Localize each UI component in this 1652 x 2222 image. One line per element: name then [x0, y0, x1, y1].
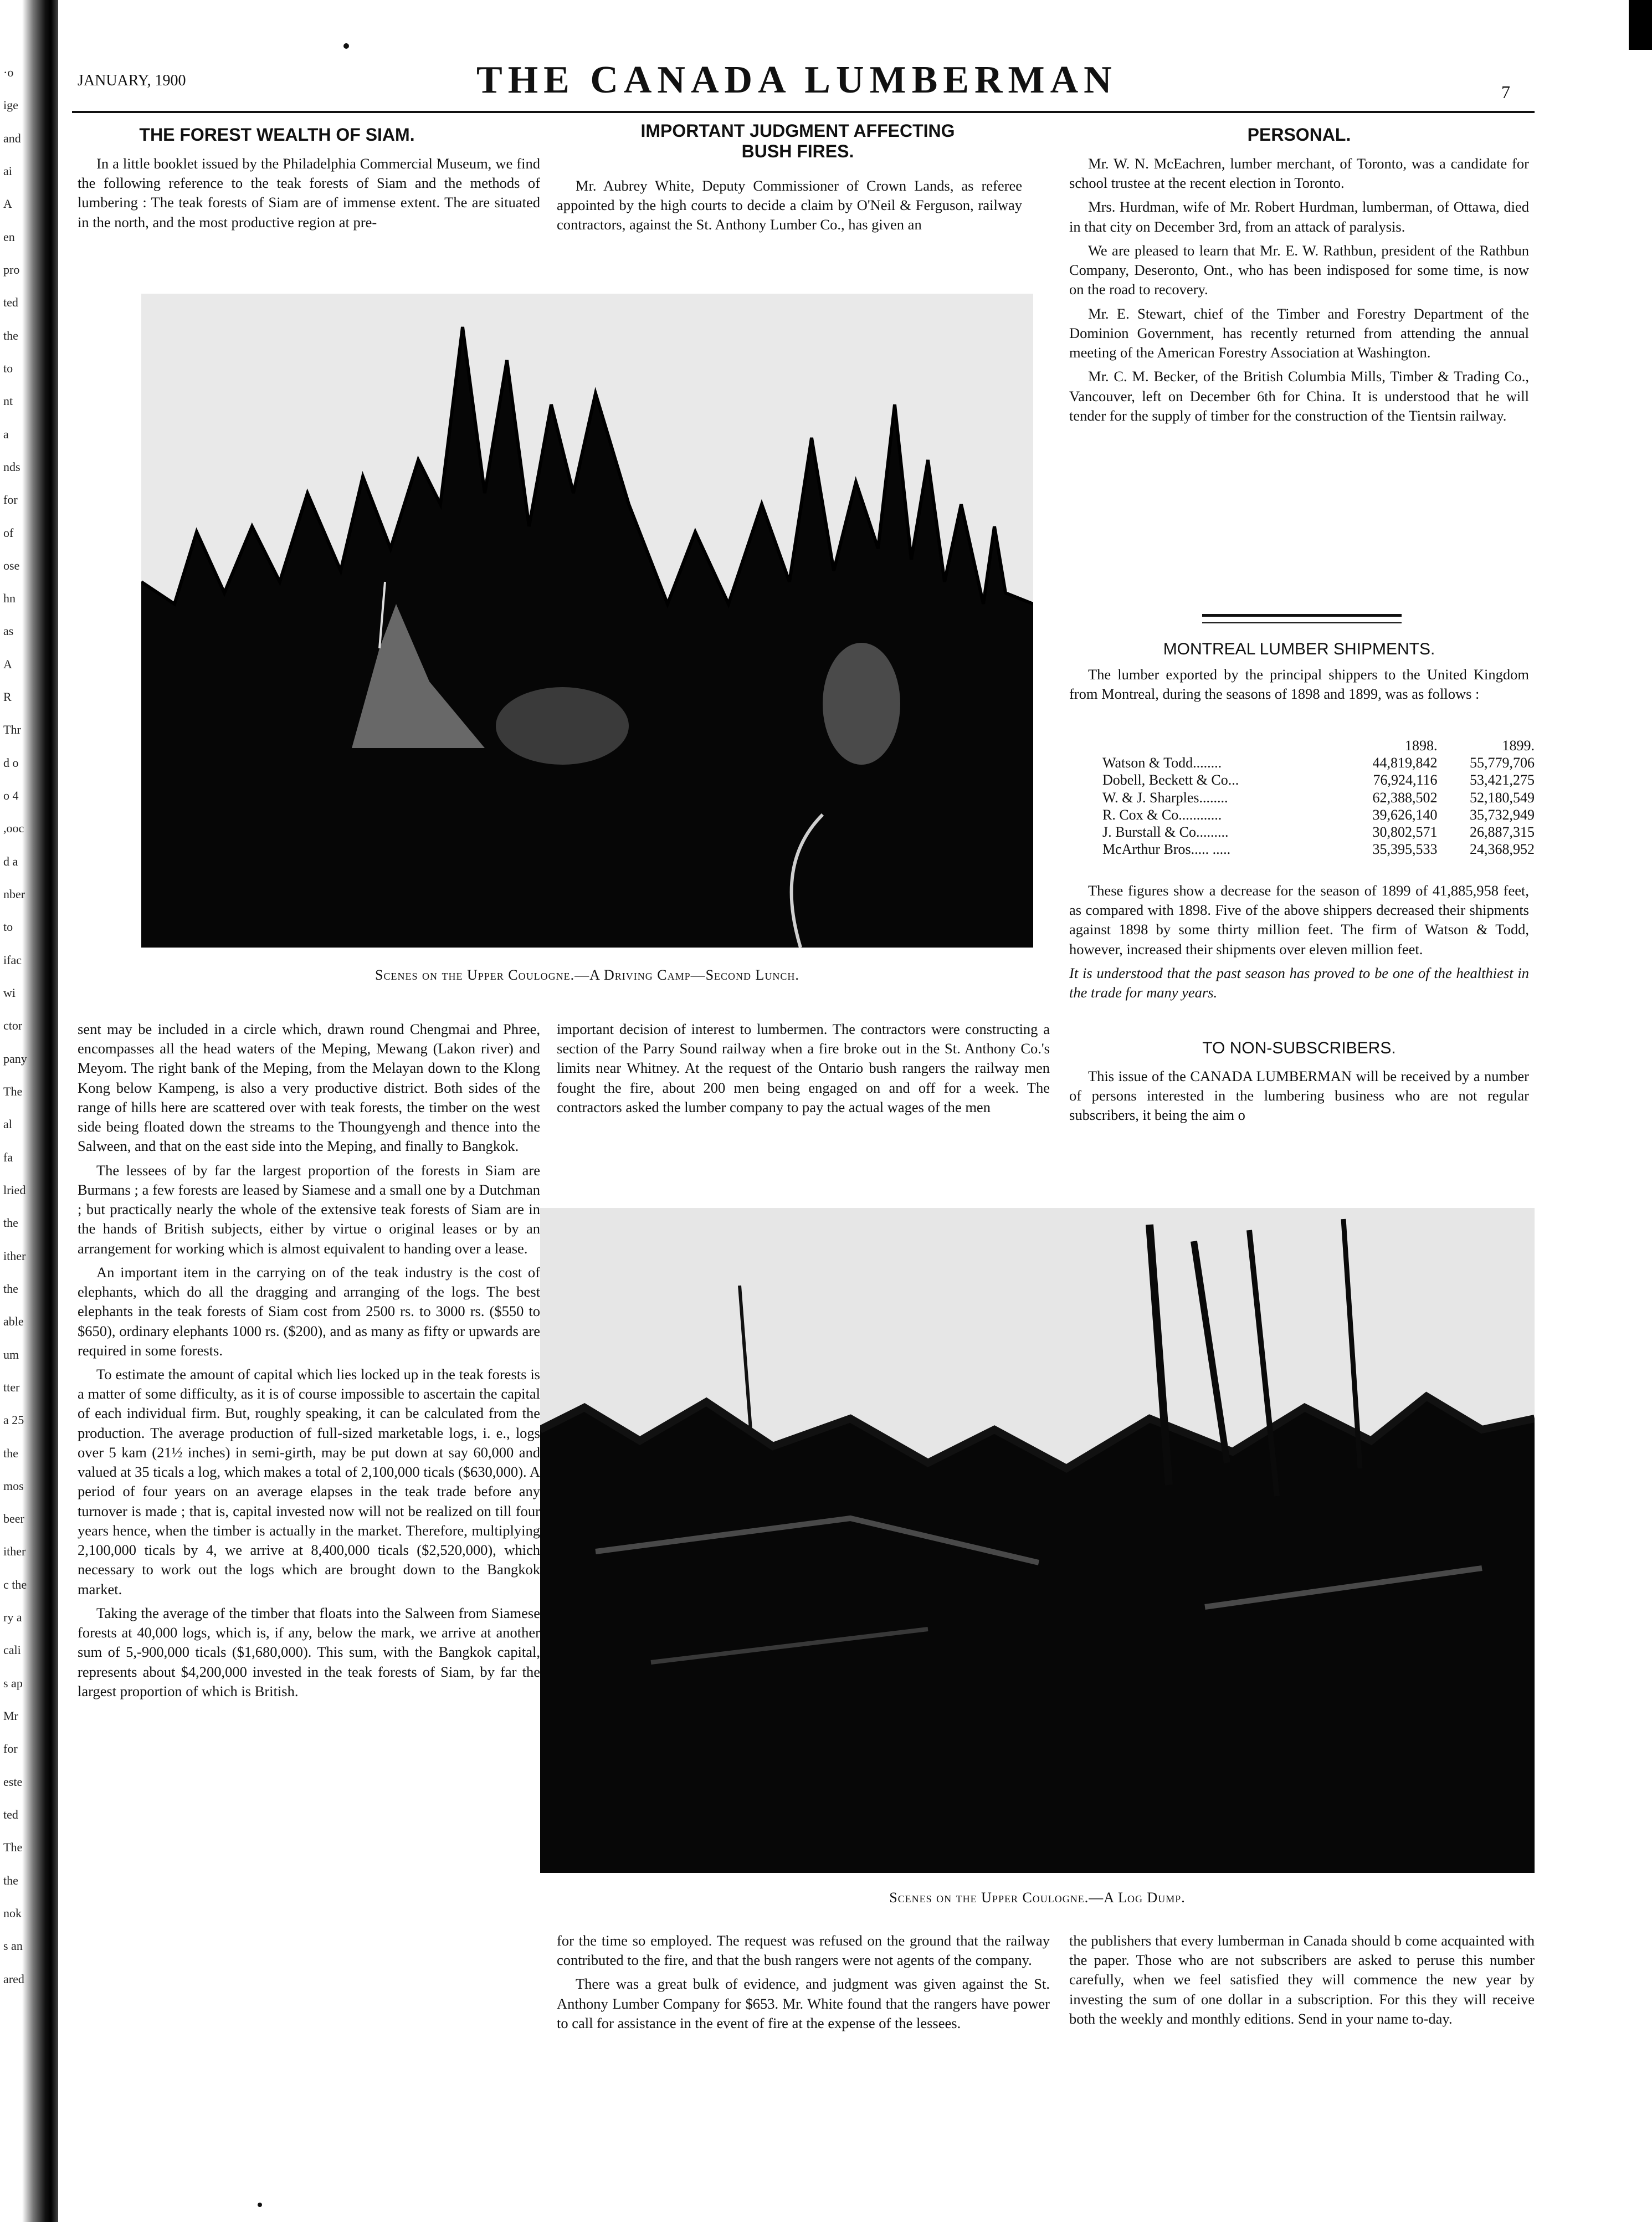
margin-fragment: o 4: [3, 789, 19, 803]
photo-log-dump: [540, 1208, 1535, 1873]
non-subscribers-p2: the publishers that every lumberman in Canada should b come acquainted with the paper. Those who are not subscribers are asked to peruse this number carefully, when we feel satisfied they will commence the new year by investing the sum of one dollar in a subscription. For this they will receive both the weekly and monthly editions. Send in your name to-day.: [1069, 1932, 1535, 2027]
margin-fragment: c the: [3, 1577, 27, 1591]
column-header-1899: 1899.: [1502, 738, 1535, 754]
table-cell-y1899: 52,180,549: [1470, 789, 1535, 806]
margin-fragment: R: [3, 690, 12, 704]
margin-fragment: for: [3, 493, 18, 507]
margin-fragment: a: [3, 427, 9, 441]
margin-fragment: d a: [3, 854, 18, 868]
margin-fragment: to: [3, 920, 13, 934]
table-cell-y1899: 55,779,706: [1470, 755, 1535, 771]
scan-edge-mark: [1629, 0, 1652, 50]
margin-fragment: ted: [3, 295, 18, 310]
margin-fragment: mos: [3, 1478, 24, 1493]
margin-fragment: en: [3, 229, 15, 244]
margin-fragment: ai: [3, 163, 12, 178]
margin-fragment: s ap: [3, 1676, 23, 1690]
table-cell-name: Watson & Todd........: [1102, 755, 1222, 771]
margin-fragment: the: [3, 1216, 18, 1230]
margin-fragment: the: [3, 1446, 18, 1460]
margin-fragment: hn: [3, 591, 16, 606]
table-cell-name: J. Burstall & Co.........: [1102, 823, 1229, 840]
judgment-heading: IMPORTANT JUDGMENT AFFECTING BUSH FIRES.: [640, 121, 955, 161]
personal-item: We are pleased to learn that Mr. E. W. Rathbun, president of the Rathbun Company, Deseronto, Ont., who has been indisposed for some time, is now on the road to recovery.: [1069, 242, 1529, 298]
photo-log-dump-caption: Scenes on the Upper Coulogne.—A Log Dump.: [889, 1890, 1186, 1906]
personal-item: Mrs. Hurdman, wife of Mr. Robert Hurdman, lumberman, of Ottawa, died in that city on December 3rd, from an attack of paralysis.: [1069, 198, 1529, 235]
margin-fragment: ctor: [3, 1018, 23, 1033]
margin-fragment: of: [3, 525, 14, 540]
table-cell-name: McArthur Bros..... .....: [1102, 841, 1231, 858]
margin-fragment: ither: [3, 1544, 26, 1559]
column-header-1898: 1898.: [1405, 738, 1438, 754]
personal-item: Mr. W. N. McEachren, lumber merchant, of Toronto, was a candidate for school trustee at the recent election in Toronto.: [1069, 155, 1529, 192]
table-cell-y1899: 26,887,315: [1470, 823, 1535, 840]
scan-speck: [258, 2203, 262, 2207]
margin-fragment: ted: [3, 1808, 18, 1822]
photo-driving-camp-caption: Scenes on the Upper Coulogne.—A Driving Camp—Second Lunch.: [375, 967, 799, 983]
table-cell-y1898: 35,395,533: [1372, 841, 1438, 858]
section-divider: [1202, 614, 1402, 623]
margin-fragment: d o: [3, 755, 19, 770]
margin-fragment: cali: [3, 1643, 21, 1657]
table-cell-y1898: 76,924,116: [1373, 772, 1438, 789]
shipments-heading: MONTREAL LUMBER SHIPMENTS.: [1163, 640, 1435, 658]
margin-fragment: este: [3, 1774, 23, 1789]
personal-item: Mr. C. M. Becker, of the British Columbia Mills, Timber & Trading Co., Vancouver, left on December 6th for China. It is understood that he will tender for the supply of timber for the construction of the Tientsin railway.: [1069, 368, 1529, 424]
margin-fragment: to: [3, 361, 13, 375]
table-cell-y1898: 62,388,502: [1372, 789, 1438, 806]
margin-fragment: the: [3, 1281, 18, 1296]
table-cell-y1899: 35,732,949: [1470, 806, 1535, 823]
margin-fragment: ·o: [3, 65, 14, 79]
shipments-table: [1102, 737, 1535, 858]
margin-fragment: nok: [3, 1906, 22, 1921]
margin-fragment: beer: [3, 1512, 24, 1526]
judgment-continued: important decision of interest to lumbermen. The contractors were constructing a section of the Parry Sound railway when a fire broke out in the St. Anthony Co.'s limits near Whitney. At the request of the Ontario bush rangers the railway men fought the fire, about 200 men being engaged on and off for a week. The contractors asked the lumber company to pay the actual wages of the men: [557, 1021, 1050, 1115]
photo-log-dump-image: [540, 1208, 1535, 1873]
table-row: [1102, 754, 1535, 771]
margin-fragment: um: [3, 1347, 19, 1361]
page-number: 7: [1501, 82, 1510, 102]
table-row: [1102, 806, 1535, 823]
forest-wealth-heading: THE FOREST WEALTH OF SIAM.: [139, 125, 415, 145]
margin-fragment: ,ooc: [3, 821, 24, 836]
margin-fragment: wi: [3, 986, 16, 1000]
margin-fragment: the: [3, 1873, 18, 1887]
masthead-rule: [72, 111, 1535, 113]
margin-fragment: nds: [3, 459, 20, 474]
margin-fragment: for: [3, 1742, 18, 1756]
margin-fragment: nber: [3, 887, 25, 902]
table-cell-y1899: 53,421,275: [1470, 772, 1535, 789]
margin-fragment: a 25: [3, 1413, 24, 1427]
personal-column: [1069, 154, 1529, 430]
photo-driving-camp: [141, 294, 1033, 948]
issue-date: JANUARY, 1900: [78, 72, 186, 89]
table-cell-y1898: 39,626,140: [1372, 806, 1438, 823]
margin-fragment: ige: [3, 98, 18, 112]
non-subscribers-heading: TO NON-SUBSCRIBERS.: [1202, 1039, 1396, 1057]
margin-fragment: A: [3, 197, 12, 211]
table-cell-y1899: 24,368,952: [1470, 841, 1535, 858]
table-cell-name: W. & J. Sharples........: [1102, 789, 1228, 806]
margin-fragment: the: [3, 328, 18, 342]
personal-item: Mr. E. Stewart, chief of the Timber and Forestry Department of the Dominion Government, has recently returned from attending the annual meeting of the American Forestry Association at Washington.: [1069, 305, 1529, 361]
table-cell-name: Dobell, Beckett & Co...: [1102, 772, 1239, 789]
judgment-ending: for the time so employed. The request was refused on the ground that the railway contributed to the fire, and that the bush rangers were not agents of the company. There was a great bulk of evidence, and judgment was given against the St. Anthony Lumber Company for $653. Mr. White found that the rangers have power to call for assistance in the event of fire at the expense of the lessees.: [557, 1932, 1050, 2031]
table-cell-y1898: 30,802,571: [1372, 823, 1438, 840]
forest-wealth-body: sent may be included in a circle which, drawn round Chengmai and Phree, encompasses all the head waters of the Meping, Mewang (Lakon river) and Meyom. The right bank of the Meping, from the Melayan down to the Klong Kong below Kampeng, is also a very productive district. Both sides of the range of hills here are scattered over with teak forests, the timber on the west side being floated down the streams to the Thoungyengh and thence into the Salween, and that on the east side into the Meping, and finally to Bangkok. The lessees of by far the largest proportion of the forests in Siam are Burmans ; a few forests are leased by Siamese and a small one by a Dutchman ; but practically nearly the whole of the extensive teak forests of Siam are in the hands of British subjects, either by virtue o original leases or by an arrangement for working which is almost equivalent to handing over a lease. An important item in the carrying on of the teak industry is the cost of elephants, which do all the dragging and arranging of the logs. The best elephants in the teak forests of Siam cost from 2500 rs. to 3000 rs. ($550 to $650), ordinary elephants 1000 rs. ($200), and as many as fifty or upwards are required in some forests. To estimate the amount of capital which lies locked up in the teak forests is a matter of some difficulty, as it is of course impossible to ascertain the capital of each individual firm. But, roughly speaking, it can be calculated from the production. The average production of full-sized marketable logs, i. e., logs over 5 kam (21½ inches) in semi-girth, may be put down at say 60,000 and valued at 35 ticals a log, which makes a total of 2,100,000 ticals ($630,000). A period of four years on an average elapses in the teak trade before any turnover is made ; that is, capital invested now will not be realized on till four years hence, when the timber is actually in the market. Therefore, multiplying 2,100,000 ticals by 4, we arrive at 8,400,000 ticals ($2,520,000), which necessary to work out the logs which are brought down to the Bangkok market. Taking the average of the timber that floats into the Salween from Siamese forests at 40,000 logs, which is, if any, below the mark, we arrive at another sum of 5,-900,000 ticals ($1,680,000). This sum, with the Bangkok capital, represents about $4,200,000 invested in the teak forests of Siam, by far the largest proportion of which is British.: [78, 1021, 540, 1699]
table-row: [1102, 823, 1535, 841]
margin-fragment: al: [3, 1117, 12, 1132]
margin-fragment: A: [3, 657, 12, 671]
margin-fragment: ifac: [3, 953, 22, 967]
table-row: [1102, 789, 1535, 806]
margin-fragment: able: [3, 1314, 24, 1329]
margin-fragment: Thr: [3, 723, 21, 737]
margin-fragment: s an: [3, 1939, 23, 1953]
table-cell-y1898: 44,819,842: [1372, 755, 1438, 771]
margin-fragment: The: [3, 1840, 23, 1855]
margin-fragment: ry a: [3, 1610, 22, 1625]
table-row: [1102, 771, 1535, 789]
margin-fragment: pro: [3, 262, 20, 277]
margin-fragment: and: [3, 131, 21, 145]
margin-fragment: Mr: [3, 1709, 18, 1723]
newspaper-title: THE CANADA LUMBERMAN: [476, 59, 1117, 101]
forest-wealth-intro: In a little booklet issued by the Philadelphia Commercial Museum, we find the following reference to the teak forests of Siam and the methods of lumbering : The teak forests of Siam are of immense extent. The are situated in the north, and the most productive region at pre-: [78, 155, 540, 231]
margin-fragment: nt: [3, 394, 13, 408]
non-subscribers-p1: This issue of the CANADA LUMBERMAN will be received by a number of persons interested in the lumbering business who are not regular subscribers, it being the aim o: [1069, 1068, 1529, 1124]
scan-speck: [343, 43, 349, 49]
margin-fragment: pany: [3, 1051, 27, 1066]
table-header-row: [1102, 737, 1535, 754]
margin-fragment: The: [3, 1084, 23, 1098]
margin-fragments: [0, 0, 44, 2222]
margin-fragment: ose: [3, 558, 20, 572]
table-cell-name: R. Cox & Co............: [1102, 806, 1222, 823]
shipments-intro: The lumber exported by the principal shippers to the United Kingdom from Montreal, during the seasons of 1898 and 1899, was as follows :: [1069, 666, 1529, 703]
table-row: [1102, 841, 1535, 858]
judgment-intro: Mr. Aubrey White, Deputy Commissioner of Crown Lands, as referee appointed by the high courts to decide a claim by O'Neil & Ferguson, railway contractors, against the St. Anthony Lumber Co., has given an: [557, 177, 1022, 233]
margin-fragment: tter: [3, 1380, 20, 1394]
margin-fragment: fa: [3, 1150, 13, 1164]
margin-fragment: lried: [3, 1182, 26, 1197]
margin-fragment: ither: [3, 1248, 26, 1263]
personal-heading: PERSONAL.: [1247, 125, 1351, 145]
photo-driving-camp-image: [141, 294, 1033, 948]
margin-fragment: ared: [3, 1972, 24, 1986]
margin-fragment: as: [3, 624, 14, 638]
shipments-summary: These figures show a decrease for the season of 1899 of 41,885,958 feet, as compared with 1898. Five of the above shippers decreased their shipments against 1898 by some thirty million feet. The firm of Watson & Todd, however, increased their shipments over eleven million feet. It is understood that the past season has proved to be one of the healthiest in the trade for many years.: [1069, 882, 1529, 1001]
